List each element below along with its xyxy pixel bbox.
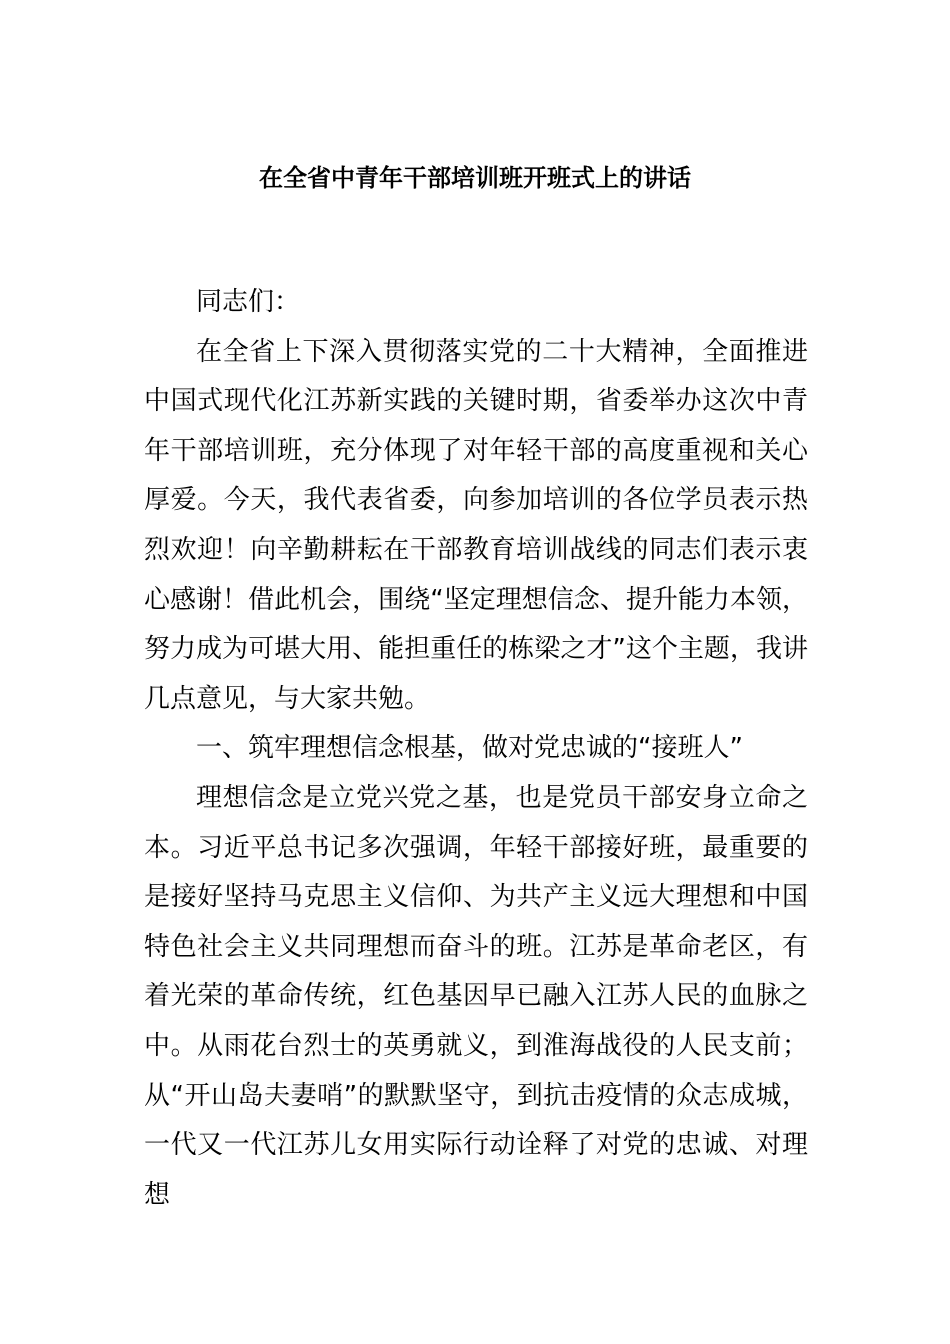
salutation: 同志们： — [196, 287, 301, 317]
section-heading-1: 一、筑牢理想信念根基，做对党忠诚的“接班人” — [196, 733, 743, 764]
paragraph-intro: 在全省上下深入贯彻落实党的二十大精神，全面推进中国式现代化江苏新实践的关键时期，省委举办这次中青年干部培训班，充分体现了对年轻干部的高度重视和关心厚爱。今天，我代表省委，向参加培训的各位学员表示热烈欢迎！向辛勤耕耘在干部教育培训战线的同志们表示衷心感谢！借此机会，围绕“坚定理想信念、提升能力本领，努力成为可堪大用、能担重任的栋梁之才”这个主题，我讲几点意见，与大家共勉。 — [144, 336, 808, 714]
document-title: 在全省中青年干部培训班开班式上的讲话 — [259, 164, 691, 192]
document-body — [144, 278, 808, 1220]
paragraph-section-1: 理想信念是立党兴党之基，也是党员干部安身立命之本。习近平总书记多次强调，年轻干部接好班，最重要的是接好坚持马克思主义信仰、为共产主义远大理想和中国特色社会主义共同理想而奋斗的班。江苏是革命老区，有着光荣的革命传统，红色基因早已融入江苏人民的血脉之中。从雨花台烈士的英勇就义，到淮海战役的人民支前；从“开山岛夫妻哨”的默默坚守，到抗击疫情的众志成城，一代又一代江苏儿女用实际行动诠释了对党的忠诚、对理想 — [144, 782, 808, 1210]
